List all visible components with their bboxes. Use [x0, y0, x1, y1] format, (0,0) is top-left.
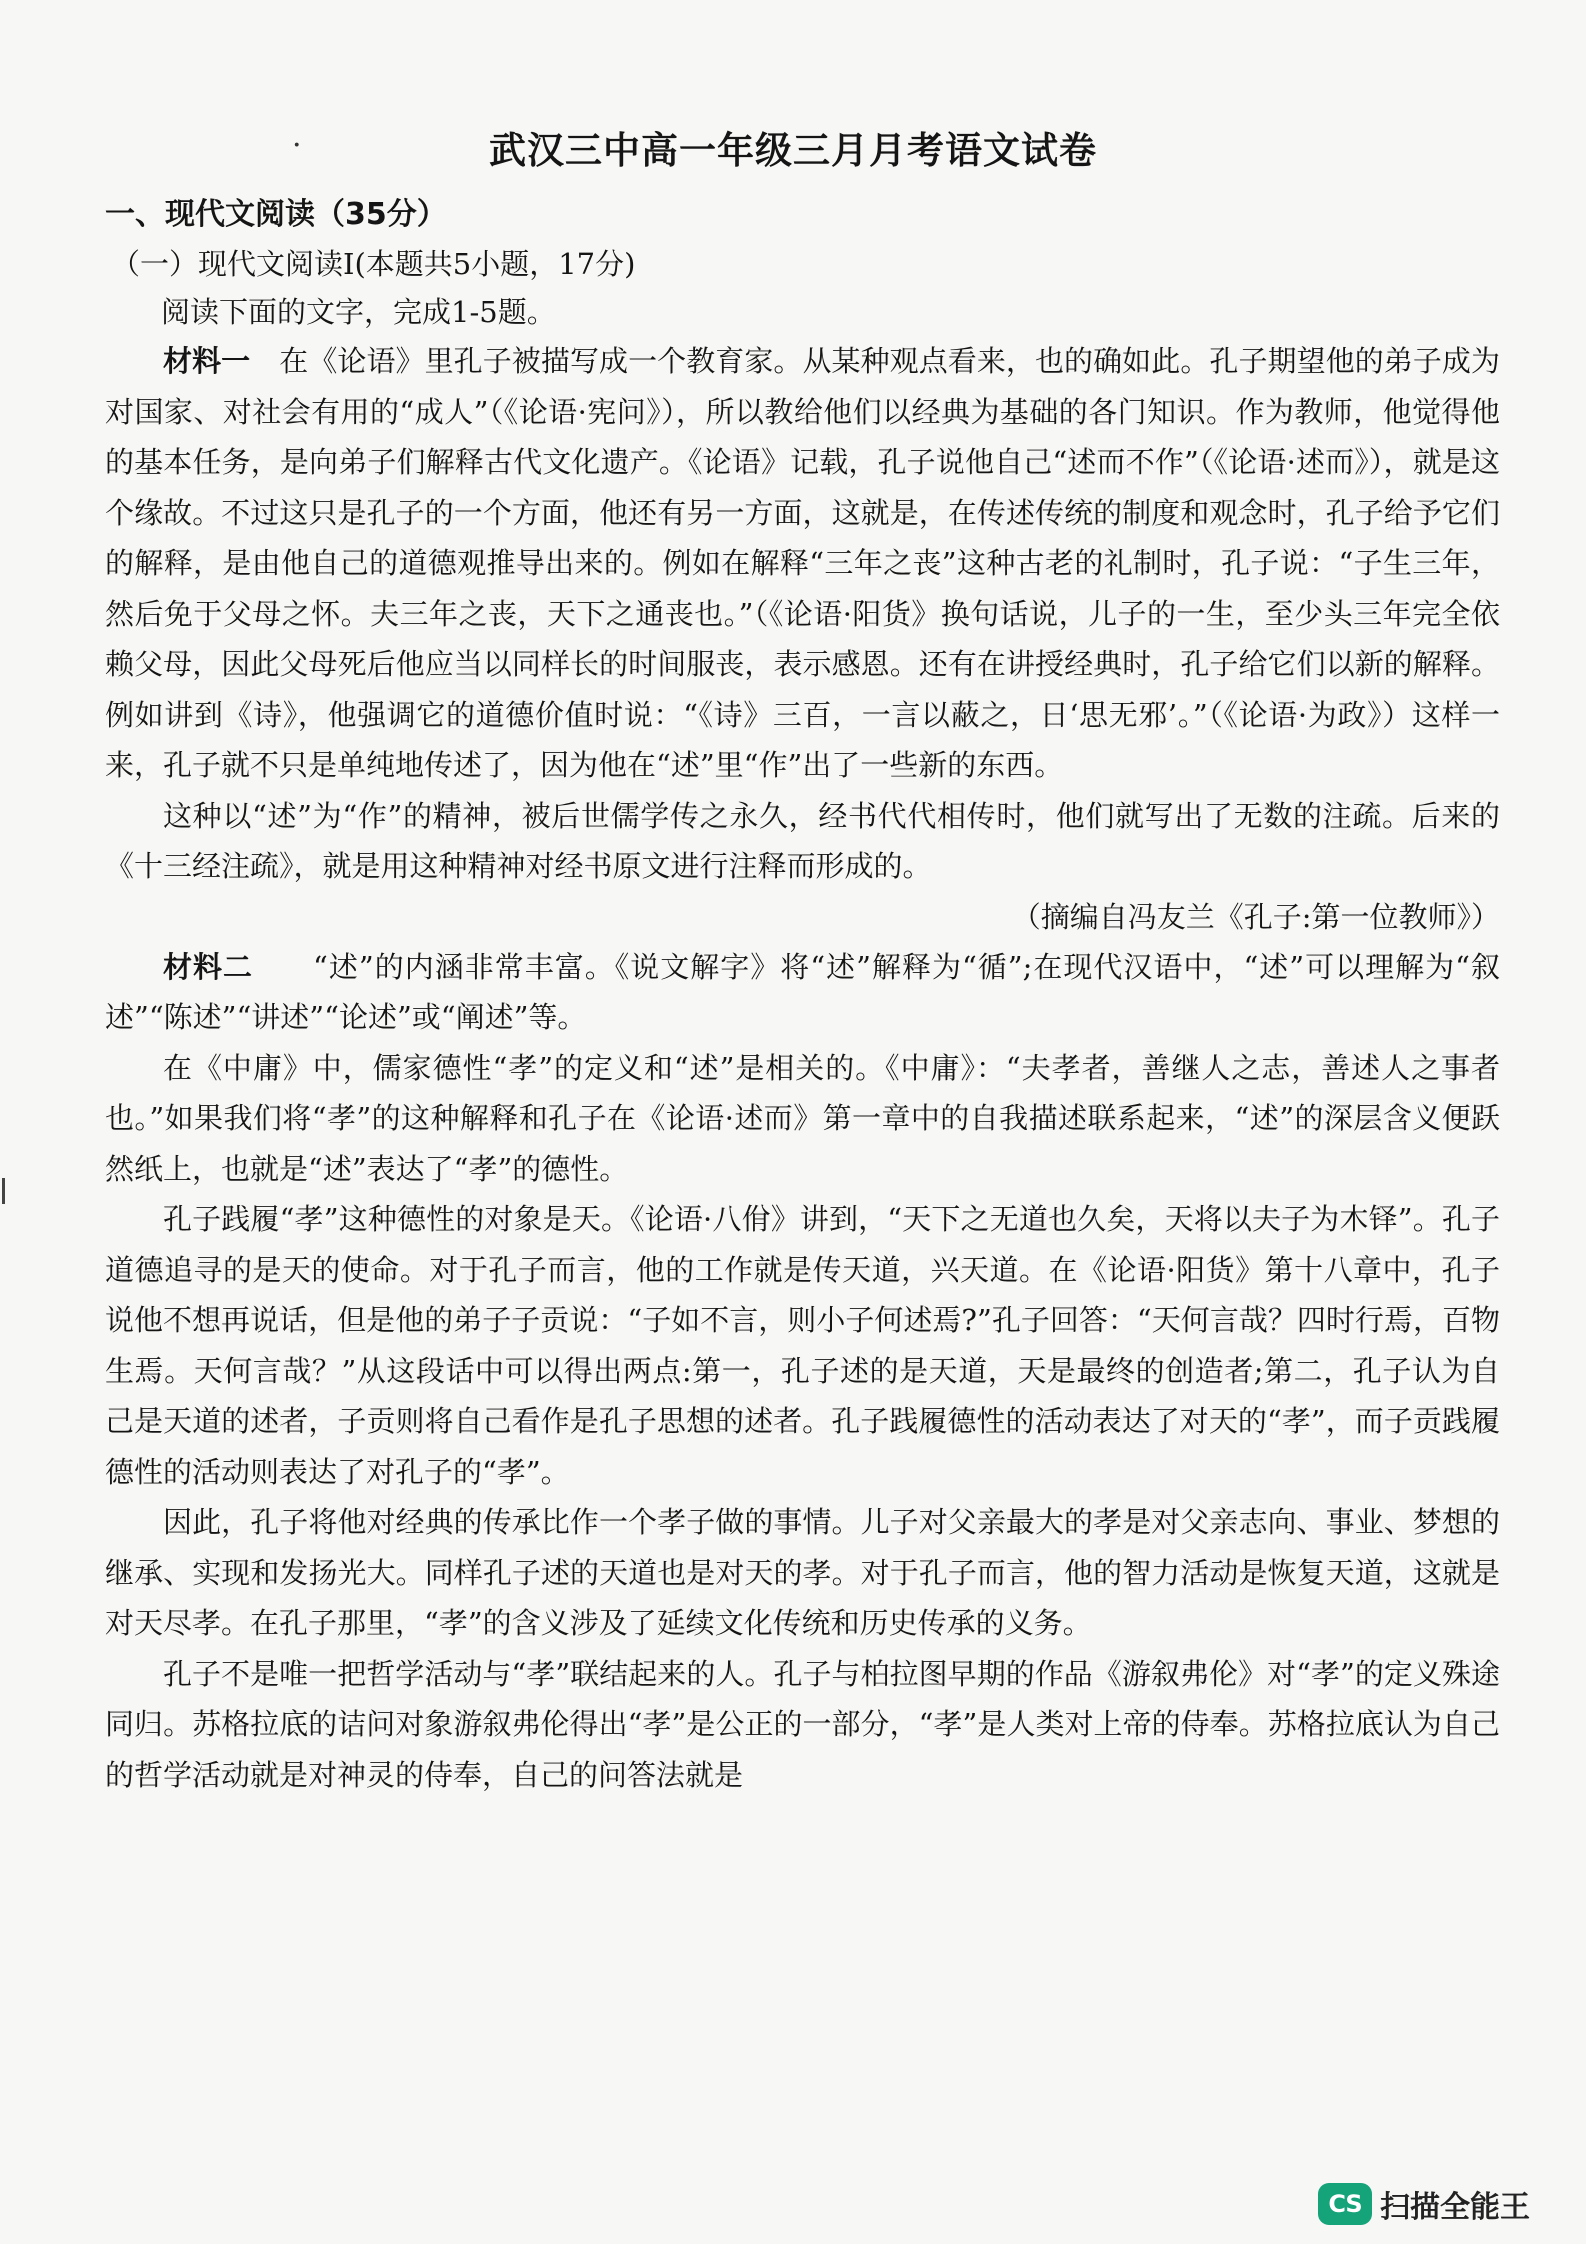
material2-text-4: 因此，孔子将他对经典的传承比作一个孝子做的事情。儿子对父亲最大的孝是对父亲志向、事业、梦想的继承、实现和发扬光大。同样孔子述的天道也是对天的孝。对于孔子而言，他的智力活动是恢复天道，这就是对天尽孝。在孔子那里，“孝”的含义涉及了延续文化传统和历史传承的义务。: [105, 1505, 1500, 1640]
stray-dot: ·: [292, 128, 302, 163]
subsection-heading: （一）现代文阅读Ⅰ(本题共5小题，17分): [111, 247, 636, 281]
material2-paragraph-1: [105, 942, 1500, 1043]
material1-source: （摘编自冯友兰《孔子:第一位教师》）: [1011, 899, 1500, 934]
scanner-watermark: [1318, 2182, 1530, 2226]
material2-text-3: 孔子践履“孝”这种德性的对象是天。《论语·八佾》讲到，“天下之无道也久矣，天将以夫子为木铎”。孔子道德追寻的是天的使命。对于孔子而言，他的工作就是传天道，兴天道。在《论语·阳货》第十八章中，孔子说他不想再说话，但是他的弟子子贡说：“子如不言，则小子何述焉?”孔子回答：“天何言哉？四时行焉，百物生焉。天何言哉？”从这段话中可以得出两点:第一，孔子述的是天道，天是最终的创造者;第二，孔子认为自己是天道的述者，子贡则将自己看作是孔子思想的述者。孔子践履德性的活动表达了对天的“孝”，而子贡践履德性的活动则表达了对孔子的“孝”。: [105, 1202, 1500, 1489]
material2-label: 材料二: [163, 949, 254, 984]
material2-text-1: “述”的内涵非常丰富。《说文解字》将“述”解释为“循”;在现代汉语中，“述”可以理解为“叙述”“陈述”“讲述”“论述”或“阐述”等。: [105, 949, 1500, 1034]
material1-paragraph-2: [105, 791, 1500, 892]
reading-instruction: 阅读下面的文字，完成1-5题。: [161, 295, 556, 329]
material2-text-2: 在《中庸》中，儒家德性“孝”的定义和“述”是相关的。《中庸》：“夫孝者，善继人之志，善述人之事者也。”如果我们将“孝”的这种解释和孔子在《论语·述而》第一章中的自我描述联系起来，“述”的深层含义便跃然纸上，也就是“述”表达了“孝”的德性。: [105, 1050, 1500, 1186]
section-heading: 一、现代文阅读（35分）: [105, 197, 447, 232]
material1-paragraph-1: [105, 336, 1500, 791]
material2-paragraph-2: [105, 1043, 1500, 1195]
material1-label: 材料一: [163, 344, 251, 378]
material2-paragraph-4: [105, 1497, 1500, 1649]
watermark-text: 扫描全能王: [1380, 2190, 1530, 2225]
camscanner-logo-icon: CS: [1318, 2183, 1372, 2225]
page-title: 武汉三中高一年级三月月考语文试卷: [489, 129, 1097, 172]
material2-paragraph-5: [105, 1649, 1500, 1801]
material1-text-1: 在《论语》里孔子被描写成一个教育家。从某种观点看来，也的确如此。孔子期望他的弟子成为对国家、对社会有用的“成人”（《论语·宪问》），所以教给他们以经典为基础的各门知识。作为教师，他觉得他的基本任务，是向弟子们解释古代文化遗产。《论语》记载，孔子说他自己“述而不作”（《论语·述而》），就是这个缘故。不过这只是孔子的一个方面，他还有另一方面，这就是，在传述传统的制度和观念时，孔子给予它们的解释，是由他自己的道德观推导出来的。例如在解释“三年之丧”这种古老的礼制时，孔子说：“子生三年，然后免于父母之怀。夫三年之丧，天下之通丧也。”（《论语·阳货》换句话说，儿子的一生，至少头三年完全依赖父母，因此父母死后他应当以同样长的时间服丧，表示感恩。还有在讲授经典时，孔子给它们以新的解释。例如讲到《诗》，他强调它的道德价值时说：“《诗》三百，一言以蔽之，日‘思无邪’。”（《论语·为政》）这样一来，孔子就不只是单纯地传述了，因为他在“述”里“作”出了一些新的东西。: [105, 344, 1500, 782]
margin-mark: [2, 1178, 5, 1204]
exam-content: [105, 190, 1500, 1800]
material2-text-5: 孔子不是唯一把哲学活动与“孝”联结起来的人。孔子与柏拉图早期的作品《游叙弗伦》对“孝”的定义殊途同归。苏格拉底的诘问对象游叙弗伦得出“孝”是公正的一部分，“孝”是人类对上帝的侍奉。苏格拉底认为自己的哲学活动就是对神灵的侍奉，自己的问答法就是: [105, 1656, 1500, 1792]
material2-paragraph-3: [105, 1194, 1500, 1497]
material1-text-2: 这种以“述”为“作”的精神，被后世儒学传之永久，经书代代相传时，他们就写出了无数的注疏。后来的《十三经注疏》，就是用这种精神对经书原文进行注释而形成的。: [105, 798, 1500, 883]
